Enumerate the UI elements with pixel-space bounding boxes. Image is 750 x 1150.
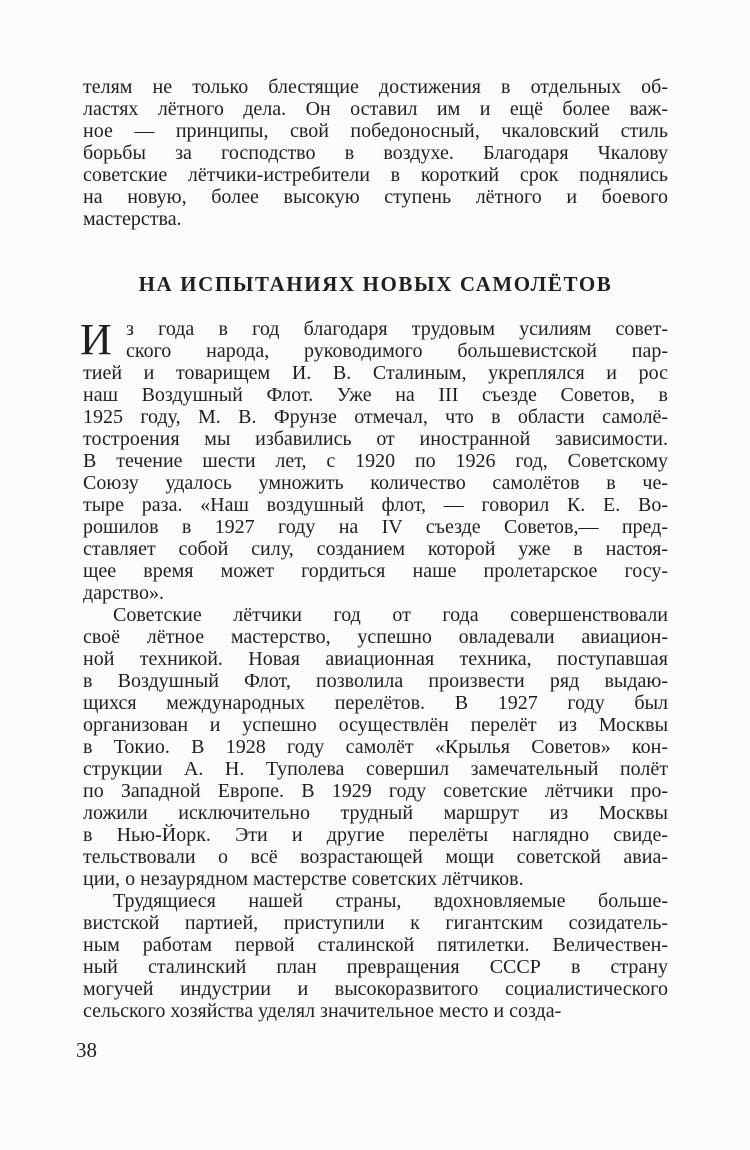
paragraph — [80, 315, 668, 604]
text-line: з года в год благодаря трудовым усилиям совет- — [126, 318, 668, 340]
text-line: ный сталинский план превращения СССР в страну — [83, 956, 668, 978]
paragraph — [83, 890, 668, 1022]
text-line: тостроения мы избавились от иностранной зависимости. — [83, 428, 668, 450]
text-line: ным работам первой сталинской пятилетки. Величествен- — [83, 934, 668, 956]
text-line: ной техникой. Новая авиационная техника, поступавшая — [83, 648, 668, 670]
text-line: тыре раза. «Наш воздушный флот, — говорил К. Е. Во- — [83, 494, 668, 516]
text-line: в Воздушный Флот, позволила произвести ряд выдаю- — [83, 670, 668, 692]
text-line: дарство». — [83, 582, 164, 604]
text-line: ставляет собой силу, созданием которой уже в настоя- — [83, 538, 668, 560]
text-line: ложили исключительно трудный маршрут из Москвы — [83, 802, 668, 824]
text-line: 1925 году, М. В. Фрунзе отмечал, что в области самолё- — [83, 406, 668, 428]
page-number: 38 — [76, 1038, 97, 1062]
text-line: телям не только блестящие достижения в отдельных об- — [83, 76, 668, 98]
text-line: сельского хозяйства уделял значительное место и созда- — [83, 1000, 562, 1022]
text-line: борьбы за господство в воздухе. Благодаря Чкалову — [83, 142, 668, 164]
text-line: Союзу удалось умножить количество самолётов в че- — [83, 472, 668, 494]
text-line: ции, о незаурядном мастерстве советских лётчиков. — [83, 868, 524, 890]
text-line: Советские лётчики год от года совершенствовали — [113, 604, 668, 626]
text-line: своё лётное мастерство, успешно овладевали авиацион- — [83, 626, 668, 648]
text-line: тельствовали о всё возрастающей мощи советской авиа- — [83, 846, 668, 868]
paragraph — [83, 76, 668, 230]
text-line: щее время может гордиться наше пролетарское госу- — [83, 560, 668, 582]
text-line: в Нью-Йорк. Эти и другие перелёты наглядно свиде- — [83, 824, 668, 846]
text-line: щихся международных перелётов. В 1927 году был — [83, 692, 668, 714]
text-line: организован и успешно осуществлён перелёт из Москвы — [83, 714, 668, 736]
text-line: В течение шести лет, с 1920 по 1926 год, Советскому — [83, 450, 668, 472]
text-line: ластях лётного дела. Он оставил им и ещё более важ- — [83, 98, 668, 120]
text-line: ского народа, руководимого большевистской пар- — [126, 340, 668, 362]
paragraph — [83, 604, 668, 890]
text-line: по Западной Европе. В 1929 году советские лётчики про- — [83, 780, 668, 802]
text-line: тией и товарищем И. В. Сталиным, укреплялся и рос — [83, 362, 668, 384]
text-line: вистской партией, приступили к гигантским созидатель- — [83, 912, 668, 934]
text-line: в Токио. В 1928 году самолёт «Крылья Советов» кон- — [83, 736, 668, 758]
text-line: советские лётчики-истребители в короткий срок поднялись — [83, 164, 668, 186]
text-block — [80, 76, 668, 1022]
text-line: могучей индустрии и высокоразвитого социалистического — [83, 978, 668, 1000]
text-line: ное — принципы, свой победоносный, чкаловский стиль — [83, 120, 668, 142]
text-line: наш Воздушный Флот. Уже на III съезде Советов, в — [83, 384, 668, 406]
text-line: Трудящиеся нашей страны, вдохновляемые больше- — [113, 890, 668, 912]
text-line: на новую, более высокую ступень лётного и боевого — [83, 186, 668, 208]
body-paragraphs-host — [80, 315, 668, 1022]
text-line: струкции А. Н. Туполева совершил замечательный полёт — [83, 758, 668, 780]
text-line: рошилов в 1927 году на IV съезде Советов,— пред- — [83, 516, 668, 538]
text-line: мастерства. — [83, 208, 182, 230]
intro-paragraph-host — [83, 76, 668, 230]
drop-cap-letter: И — [80, 315, 112, 364]
section-heading: НА ИСПЫТАНИЯХ НОВЫХ САМОЛЁТОВ — [138, 272, 613, 296]
